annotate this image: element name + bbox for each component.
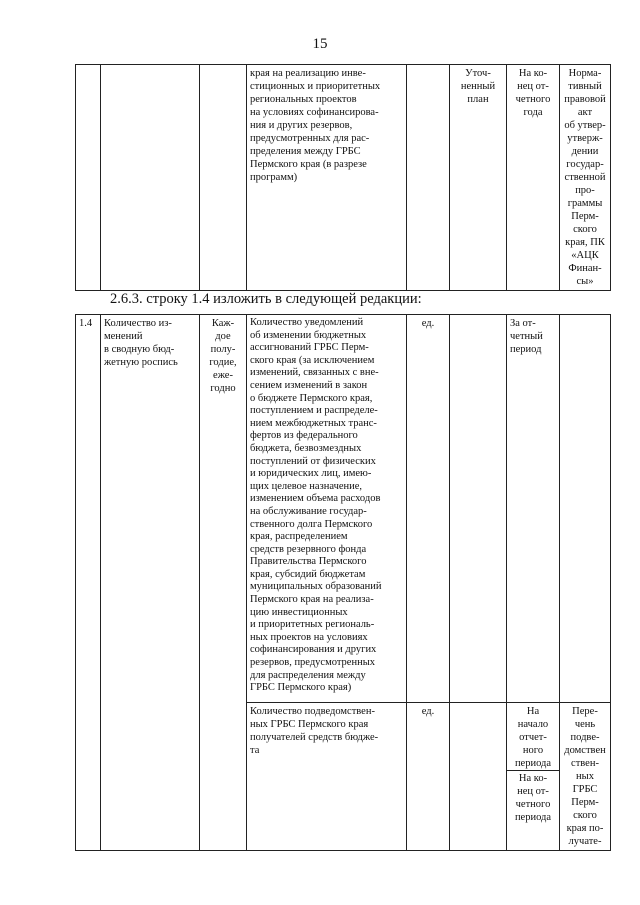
source-cell: Норма- тивный правовой акт об утвер- утверж- дении государ- ственной про- граммы Перм- ского края, ПК «АЦК Финан- сы» — [560, 65, 611, 291]
period-cell: На ко- нец от- четного года — [507, 65, 560, 291]
period-cell — [507, 703, 560, 851]
table-main — [75, 314, 611, 851]
section-heading: 2.6.3. строку 1.4 изложить в следующей редакции: — [110, 291, 422, 307]
frequency-cell — [200, 65, 247, 291]
indicator-name-cell: Количество из- менений в сводную бюд- жетную роспись — [101, 315, 200, 851]
period-end-label: На ко- нец от- четного периода — [507, 770, 559, 824]
plan-cell — [450, 703, 507, 851]
plan-cell — [450, 315, 507, 703]
description-cell: края на реализацию инве- стиционных и приоритетных региональных проектов на условиях софинансирова- ния и других резервов, предусмотренных для рас- пределения между ГРБС Пермского края (в разрезе программ) — [247, 65, 407, 291]
frequency-cell: Каж- дое полу- годие, еже- годно — [200, 315, 247, 851]
source-cell: Пере- чень подве- домствен ствен- ных ГРБС Перм- ского края по- лучате- — [560, 703, 611, 851]
unit-cell — [407, 65, 450, 291]
description-cell: Количество подведомствен- ных ГРБС Пермского края получателей средств бюдже- та — [247, 703, 407, 851]
plan-cell: Уточ- ненный план — [450, 65, 507, 291]
unit-cell: ед. — [407, 315, 450, 703]
unit-cell: ед. — [407, 703, 450, 851]
table-row — [76, 65, 611, 291]
page-number: 15 — [312, 36, 328, 52]
row-number-cell: 1.4 — [76, 315, 101, 851]
table-top-continuation — [75, 64, 611, 291]
indicator-name-cell — [101, 65, 200, 291]
row-number-cell — [76, 65, 101, 291]
table-row — [76, 315, 611, 703]
period-cell: За от- четный период — [507, 315, 560, 703]
period-start-label: На начало отчет- ного периода — [514, 706, 552, 769]
source-cell — [560, 315, 611, 703]
description-cell: Количество уведомлений об изменении бюджетных ассигнований ГРБС Перм- ского края (за исключением изменений, связанных с вне- сением изменений в закон о бюджете Пермского края, поступлением и распределе- нием межбюджетных транс- фертов из федерального бюджета, безвозмездных поступлений от физических и юридических лиц, имею- щих целевое назначение, изменением объема расходов на обслуживание государ- ственного долга Пермского края, распределением средств резервного фонда Правительства Пермского края, субсидий бюджетам муниципальных образований Пермского края на реализа- цию инвестиционных и приоритетных региональ- ных проектов на условиях софинансирования и других резервов, предусмотренных для распределения между ГРБС Пермского края) — [247, 315, 407, 703]
